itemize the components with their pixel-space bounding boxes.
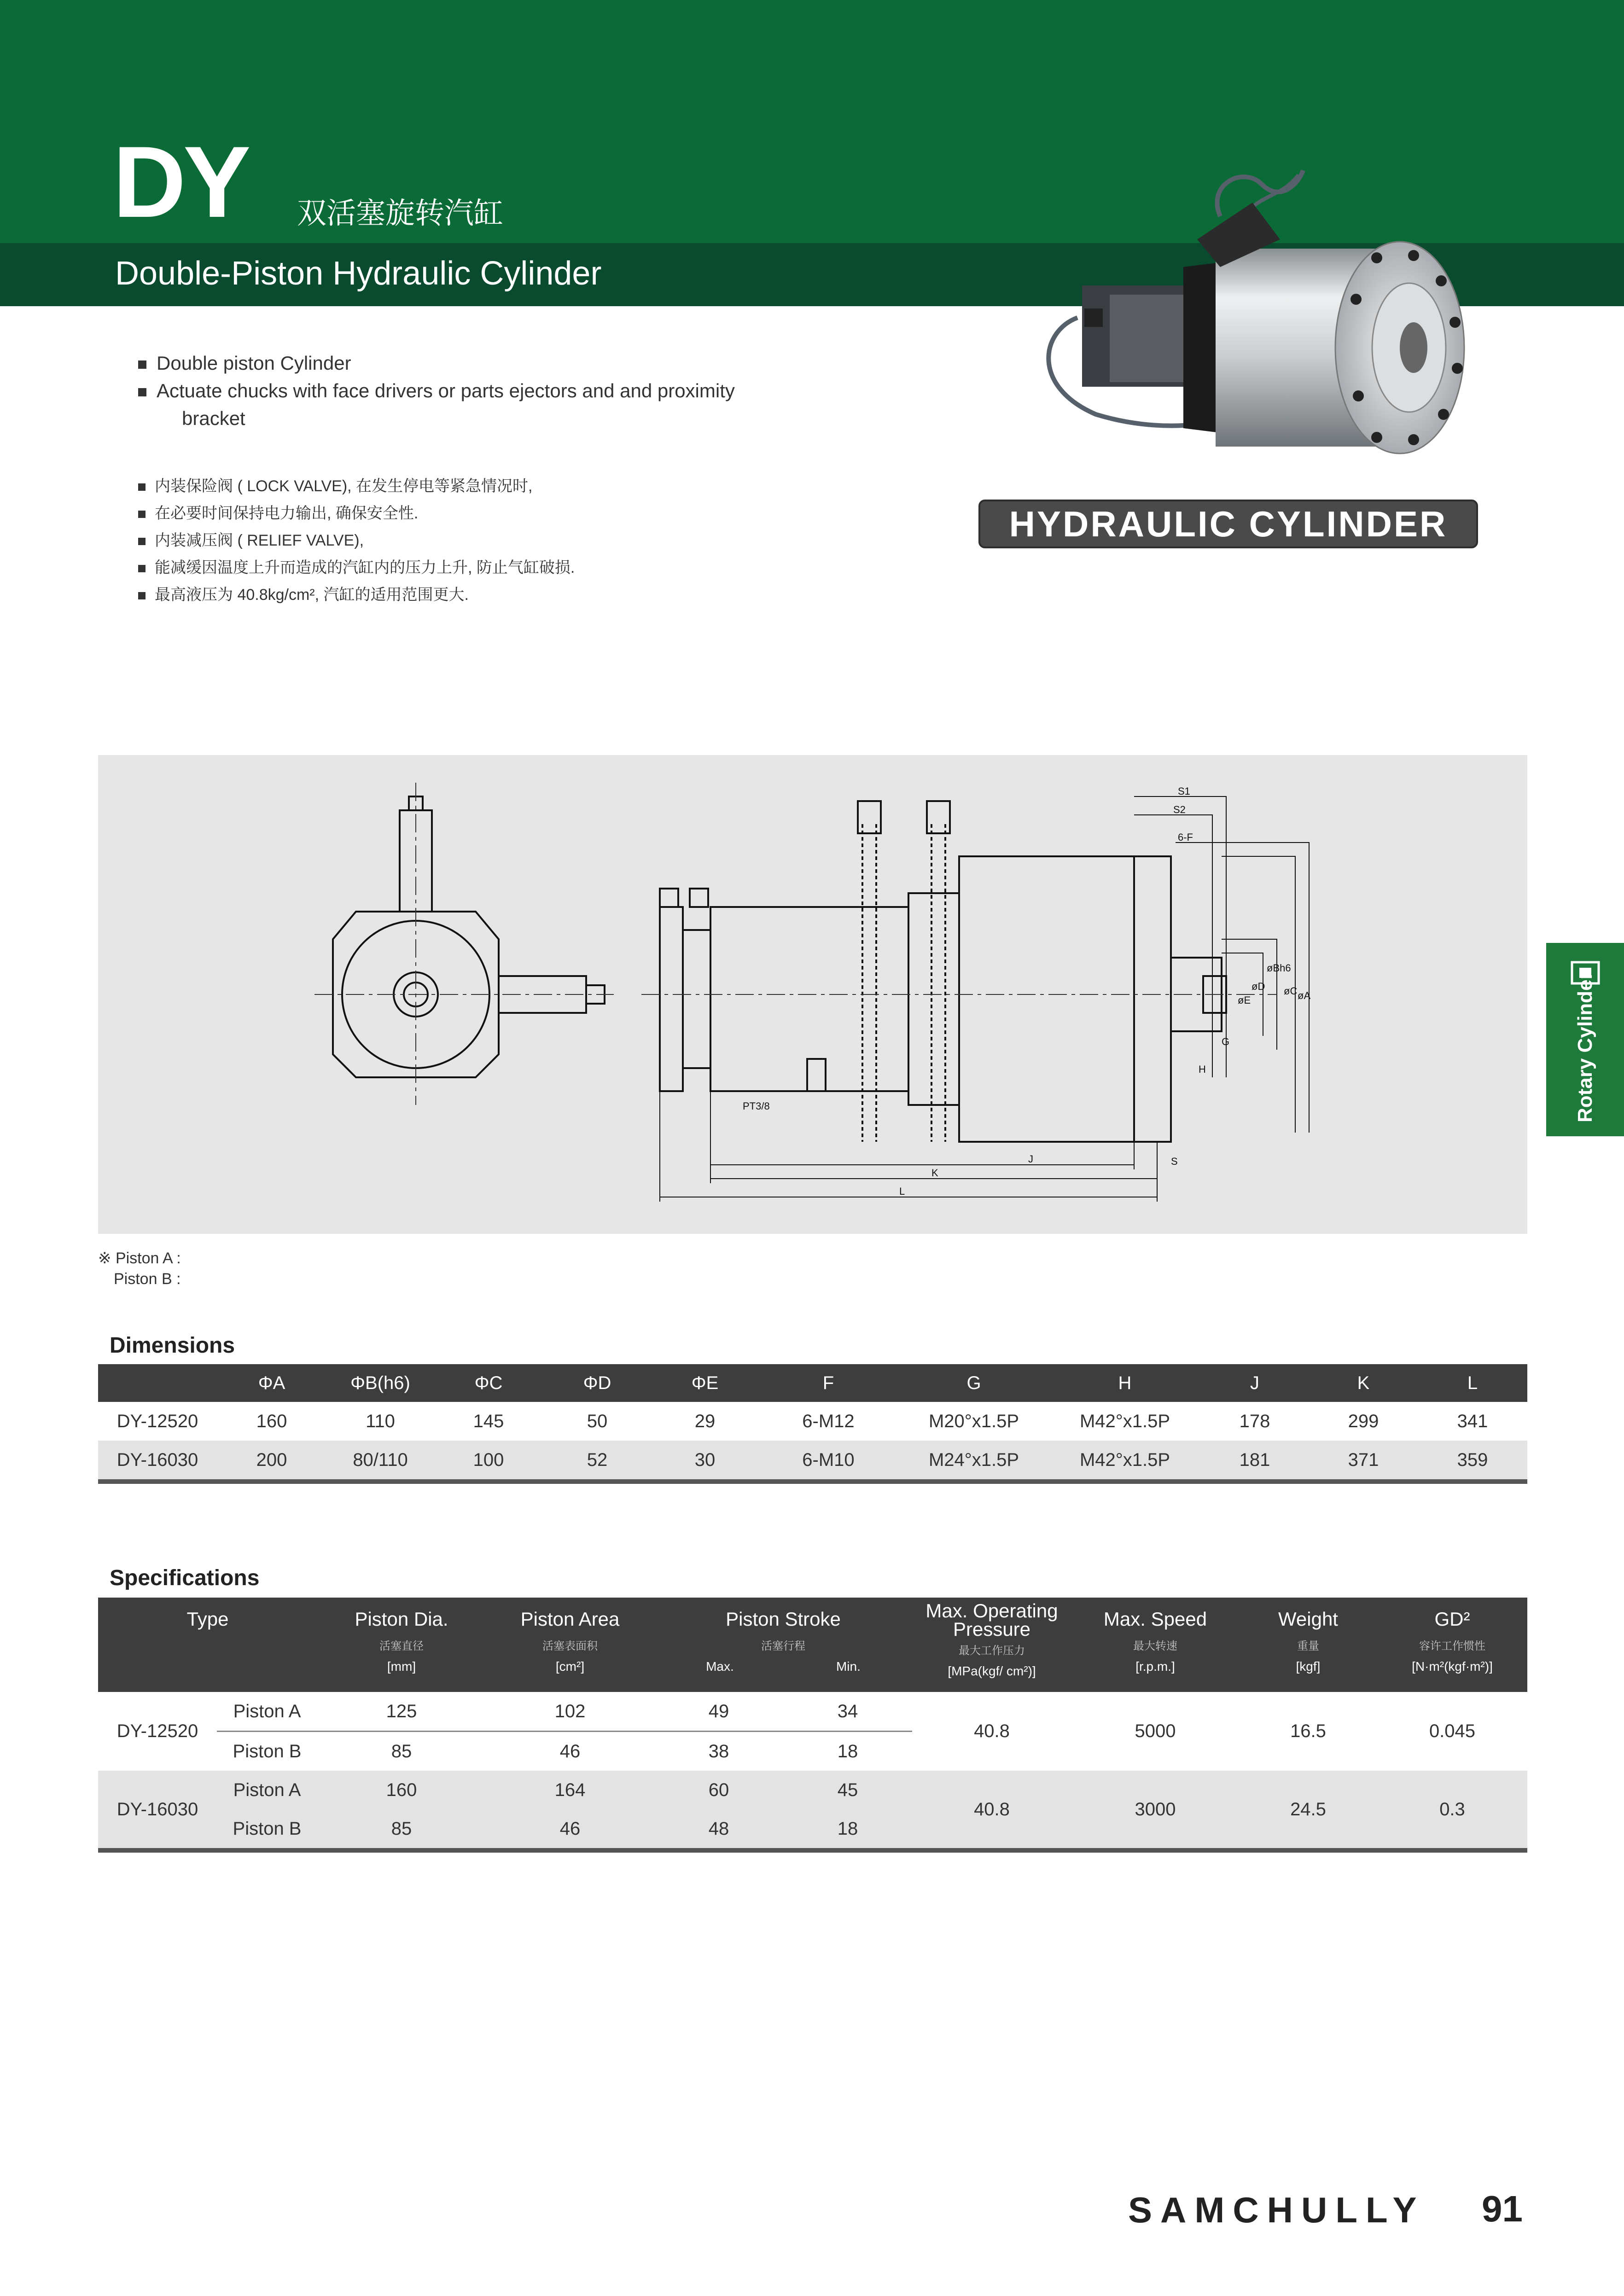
label-d: øD	[1251, 981, 1265, 992]
spec-cell: 38	[708, 1741, 729, 1761]
dim-header: G	[898, 1364, 1049, 1402]
dim-cell: DY-12520	[116, 1411, 198, 1431]
label-s1: S1	[1178, 785, 1190, 797]
spec-header-piston-dia: Piston Dia. 活塞直径 [mm]	[317, 1598, 486, 1692]
spec-model: DY-12520	[116, 1721, 198, 1741]
dim-cell: 6-M12	[802, 1411, 855, 1431]
spec-piston-name: Piston B	[233, 1741, 302, 1761]
dim-header: K	[1309, 1364, 1418, 1402]
label-c: øC	[1284, 985, 1298, 997]
label-pt: PT3/8	[743, 1100, 770, 1112]
bullet-square-icon	[138, 565, 146, 572]
side-tab-label: Rotary Cylinder	[1574, 971, 1596, 1122]
label-l: L	[899, 1186, 905, 1197]
side-category-tab[interactable]	[1546, 943, 1624, 1136]
side-view-main-body	[959, 856, 1134, 1142]
spec-header-piston-area: Piston Area 活塞表面积 [cm²]	[486, 1598, 654, 1692]
dim-cell: 341	[1457, 1411, 1488, 1431]
dim-cell: 178	[1239, 1411, 1270, 1431]
technical-drawing	[98, 755, 1527, 1234]
dim-cell: 50	[587, 1411, 608, 1431]
feature-en-2: Actuate chucks with face drivers or parts ejectors and and proximity	[138, 380, 735, 402]
feature-en-2-cont: bracket	[182, 407, 245, 429]
bullet-square-icon	[138, 483, 146, 491]
spec-cell: 3000	[1071, 1771, 1239, 1850]
spec-cell: 45	[783, 1771, 912, 1809]
label-s: S	[1171, 1156, 1178, 1167]
dim-header: ΦD	[543, 1364, 652, 1402]
product-photo	[1004, 157, 1510, 479]
spec-cell: 0.3	[1377, 1771, 1527, 1850]
spec-header-weight: Weight 重量 [kgf]	[1239, 1598, 1377, 1692]
spec-piston-name: Piston A	[217, 1692, 317, 1732]
spec-cell: 0.045	[1429, 1721, 1476, 1741]
feature-cn-1: 内装保险阀 ( LOCK VALVE), 在发生停电等紧急情况时,	[138, 473, 532, 496]
dimensions-header-row	[98, 1364, 1527, 1402]
dim-header: L	[1418, 1364, 1527, 1402]
spec-cell: 46	[486, 1809, 654, 1850]
dim-header: J	[1200, 1364, 1309, 1402]
note-piston-b: Piston B :	[114, 1270, 181, 1288]
table-row	[98, 1441, 1527, 1482]
title-english: Double-Piston Hydraulic Cylinder	[115, 255, 602, 292]
spec-header-piston-stroke: Piston Stroke 活塞行程 Max. Min.	[654, 1598, 912, 1692]
note-piston-a: ※ Piston A :	[98, 1250, 181, 1267]
dim-cell: 6-M10	[758, 1441, 898, 1482]
dim-cell: 100	[434, 1441, 543, 1482]
spec-cell: 48	[654, 1809, 783, 1850]
spec-cell: 16.5	[1290, 1721, 1326, 1741]
dim-header	[98, 1364, 217, 1402]
label-s2: S2	[1173, 804, 1186, 815]
spec-piston-name: Piston B	[217, 1809, 317, 1850]
dim-header: ΦE	[652, 1364, 758, 1402]
dim-cell: 359	[1418, 1441, 1527, 1482]
stroke-max-label: Max.	[706, 1659, 734, 1674]
drawing-svg	[98, 755, 1527, 1234]
model-code: DY	[113, 125, 248, 238]
spec-cell: 5000	[1135, 1721, 1176, 1741]
brand-logo: SAMCHULLY	[1128, 2190, 1425, 2230]
spec-cell: 85	[391, 1741, 412, 1761]
spec-cell: 164	[486, 1771, 654, 1809]
bullet-square-icon	[138, 360, 146, 369]
spec-header-max-pressure: Max. Operating Pressure 最大工作压力 [MPa(kgf/ cm²)]	[912, 1598, 1071, 1692]
feature-cn-2: 在必要时间保持电力输出, 确保安全性.	[138, 500, 418, 523]
label-k: K	[931, 1167, 938, 1179]
dim-header: ΦB(h6)	[326, 1364, 434, 1402]
table-row	[98, 1402, 1527, 1441]
label-a: øA	[1298, 990, 1311, 1001]
dim-cell: M42°x1.5P	[1079, 1411, 1170, 1431]
spec-cell: 60	[654, 1771, 783, 1809]
dimensions-title: Dimensions	[110, 1333, 235, 1358]
dim-cell: 160	[256, 1411, 287, 1431]
dim-header: H	[1049, 1364, 1200, 1402]
spec-header-type: Type	[98, 1598, 317, 1692]
spec-cell: 18	[837, 1741, 858, 1761]
spec-cell: 46	[559, 1741, 581, 1761]
dim-cell: 30	[652, 1441, 758, 1482]
label-b: øBh6	[1267, 962, 1291, 974]
spec-cell: 18	[783, 1809, 912, 1850]
dim-cell: M20°x1.5P	[928, 1411, 1019, 1431]
label-e: øE	[1238, 994, 1251, 1006]
spec-cell: 85	[317, 1809, 486, 1850]
table-row	[98, 1692, 1527, 1732]
dim-cell: 145	[473, 1411, 504, 1431]
category-badge: HYDRAULIC CYLINDER	[978, 500, 1478, 548]
dim-cell: 181	[1200, 1441, 1309, 1482]
spec-cell: 49	[654, 1692, 783, 1732]
dim-cell: 110	[366, 1411, 395, 1431]
dim-cell: M42°x1.5P	[1049, 1441, 1200, 1482]
dim-header: ΦA	[217, 1364, 326, 1402]
spec-cell: 24.5	[1239, 1771, 1377, 1850]
feature-cn-3: 内装减压阀 ( RELIEF VALVE),	[138, 528, 364, 550]
stroke-min-label: Min.	[836, 1659, 861, 1674]
dim-header: F	[758, 1364, 898, 1402]
dim-cell: 371	[1309, 1441, 1418, 1482]
spec-cell: 34	[783, 1692, 912, 1732]
label-g: G	[1222, 1036, 1230, 1047]
spec-cell: 125	[317, 1692, 486, 1732]
specifications-table	[98, 1598, 1527, 1853]
dim-cell: 200	[217, 1441, 326, 1482]
feature-en-1: Double piston Cylinder	[138, 352, 351, 374]
table-row	[98, 1771, 1527, 1809]
bullet-square-icon	[138, 592, 146, 599]
spec-cell: 102	[486, 1692, 654, 1732]
side-view-rear-body	[710, 907, 908, 1091]
spec-header-max-speed: Max. Speed 最大转速 [r.p.m.]	[1071, 1598, 1239, 1692]
dim-header: ΦC	[434, 1364, 543, 1402]
spec-cell: 40.8	[974, 1721, 1010, 1741]
feature-cn-4: 能减缓因温度上升而造成的汽缸内的压力上升, 防止气缸破损.	[138, 555, 575, 577]
label-j: J	[1028, 1153, 1033, 1165]
spec-header-gd2: GD² 容许工作惯性 [N·m²(kgf·m²)]	[1377, 1598, 1527, 1692]
bullet-square-icon	[138, 388, 146, 396]
label-6f: 6-F	[1178, 831, 1193, 843]
spec-cell: 160	[317, 1771, 486, 1809]
page-number: 91	[1482, 2188, 1523, 2229]
spec-cell: 40.8	[912, 1771, 1071, 1850]
dim-cell: 52	[543, 1441, 652, 1482]
bullet-square-icon	[138, 538, 146, 545]
dim-cell: 80/110	[326, 1441, 434, 1482]
feature-cn-5: 最高液压为 40.8kg/cm², 汽缸的适用范围更大.	[138, 582, 469, 605]
specifications-title: Specifications	[110, 1566, 260, 1590]
bullet-square-icon	[138, 511, 146, 518]
dim-cell: 299	[1348, 1411, 1379, 1431]
dimensions-table	[98, 1364, 1527, 1484]
spec-header-row	[98, 1598, 1527, 1692]
dim-cell: 29	[694, 1411, 716, 1431]
title-chinese: 双活塞旋转汽缸	[297, 197, 503, 230]
spec-piston-name: Piston A	[217, 1771, 317, 1809]
spec-model: DY-16030	[98, 1771, 217, 1850]
label-h: H	[1199, 1064, 1206, 1075]
dim-cell: M24°x1.5P	[898, 1441, 1049, 1482]
dim-cell: DY-16030	[98, 1441, 217, 1482]
